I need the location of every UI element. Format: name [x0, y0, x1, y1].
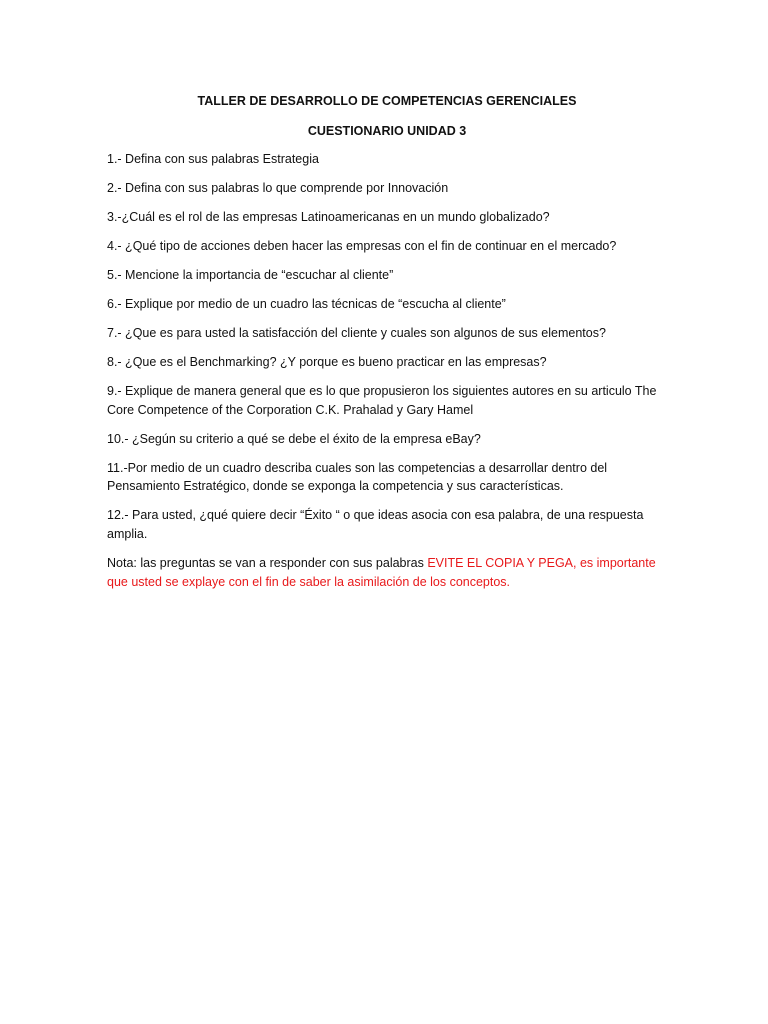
note-warning-text: EVITE EL COPIA Y PEGA, es importante que usted se explaye con el fin de saber la asimilación de los conceptos.	[107, 555, 656, 589]
question-7: 7.- ¿Que es para usted la satisfacción del cliente y cuales son algunos de sus elementos?	[107, 326, 606, 340]
question-12: 12.- Para usted, ¿qué quiere decir “Éxito “ o que ideas asocia con esa palabra, de una respuesta amplia.	[107, 508, 644, 541]
question-10: 10.- ¿Según su criterio a qué se debe el éxito de la empresa eBay?	[107, 431, 481, 446]
question-11: 11.-Por medio de un cuadro describa cuales son las competencias a desarrollar dentro del Pensamiento Estratégico, donde se exponga la competencia y sus características.	[107, 460, 608, 493]
question-4: 4.- ¿Qué tipo de acciones deben hacer las empresas con el fin de continuar en el mercado?	[107, 239, 617, 253]
question-3: 3.-¿Cuál es el rol de las empresas Latinoamericanas en un mundo globalizado?	[107, 210, 550, 224]
question-2: 2.- Defina con sus palabras lo que comprende por Innovación	[107, 181, 449, 195]
question-5: 5.- Mencione la importancia de “escuchar al cliente”	[107, 268, 394, 282]
document-subtitle: CUESTIONARIO UNIDAD 3	[307, 124, 467, 138]
question-9: 9.- Explique de manera general que es lo que propusieron los siguientes autores en su articulo The Core Competence of the Corporation C.K. Prahalad y Gary Hamel	[107, 384, 657, 417]
document-content	[107, 92, 667, 592]
question-8: 8.- ¿Que es el Benchmarking? ¿Y porque es bueno practicar en las empresas?	[107, 355, 547, 369]
document-title: TALLER DE DESARROLLO DE COMPETENCIAS GERENCIALES	[197, 94, 577, 108]
note-paragraph	[107, 554, 667, 592]
question-1: 1.- Defina con sus palabras Estrategia	[107, 152, 319, 166]
note-text: Nota: las preguntas se van a responder con sus palabras	[107, 555, 428, 570]
question-6: 6.- Explique por medio de un cuadro las técnicas de “escucha al cliente”	[107, 297, 506, 311]
